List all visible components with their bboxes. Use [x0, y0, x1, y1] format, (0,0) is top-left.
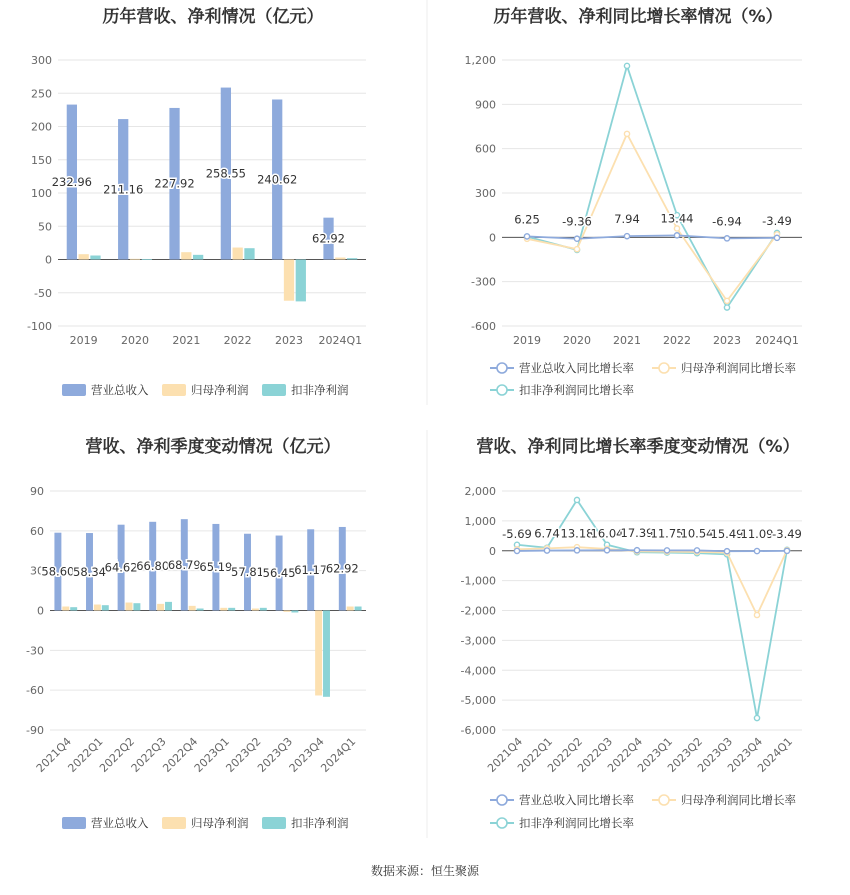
bar-deducted — [323, 611, 330, 697]
point-deducted-growth — [574, 497, 579, 502]
point-revenue-growth — [754, 548, 759, 553]
point-revenue-growth — [724, 236, 729, 241]
point-revenue-growth — [784, 548, 789, 553]
point-profit-growth — [754, 612, 759, 617]
x-tick-label: 2024Q1 — [755, 734, 796, 775]
x-tick-label: 2023Q3 — [255, 734, 296, 775]
data-label: 240.62 — [257, 172, 298, 187]
y-tick-label: -60 — [26, 684, 44, 698]
x-tick-label: 2024Q1 — [755, 334, 799, 347]
data-label: 13.44 — [660, 211, 694, 226]
x-tick-label: 2023Q3 — [695, 734, 736, 775]
x-tick-label: 2022Q1 — [65, 734, 106, 775]
x-tick-label: 2023Q1 — [191, 734, 232, 775]
y-tick-label: -300 — [471, 275, 496, 289]
data-label: -3.49 — [772, 526, 802, 541]
point-revenue-growth — [634, 548, 639, 553]
x-tick-label: 2024Q1 — [318, 734, 359, 775]
point-revenue-growth — [774, 235, 779, 240]
data-label: 6.25 — [514, 212, 540, 227]
y-tick-label: -2,000 — [460, 604, 496, 618]
x-tick-label: 2021 — [613, 334, 641, 347]
y-tick-label: 300 — [31, 54, 52, 67]
bar-profit — [284, 260, 294, 301]
point-profit-growth — [724, 298, 729, 303]
x-tick-label: 2023Q2 — [665, 734, 706, 775]
x-tick-label: 2019 — [69, 334, 98, 347]
point-deducted-growth — [754, 715, 759, 720]
point-revenue-growth — [544, 548, 549, 553]
data-label: 13.18 — [560, 526, 594, 541]
legend-label: 营业总收入 — [91, 816, 149, 830]
point-profit-growth — [674, 226, 679, 231]
y-tick-label: -90 — [26, 724, 44, 737]
data-label: 56.45 — [262, 566, 296, 581]
legend-label: 营业总收入 — [91, 383, 149, 397]
data-label: 58.34 — [73, 564, 106, 579]
quarterly-revenue-profit-chart — [26, 436, 366, 830]
y-tick-label: -1,000 — [460, 574, 496, 588]
data-label: 58.60 — [41, 564, 75, 579]
x-tick-label: 2023 — [713, 334, 741, 347]
legend-swatch — [262, 817, 286, 829]
data-label: 62.92 — [325, 561, 359, 576]
data-label: 62.92 — [312, 231, 345, 246]
bar-deducted — [133, 603, 140, 610]
y-tick-label: -5,000 — [460, 694, 496, 708]
legend-swatch-marker — [497, 795, 507, 805]
x-tick-label: 2022 — [663, 334, 691, 347]
y-tick-label: 600 — [475, 142, 496, 156]
y-tick-label: 150 — [31, 153, 52, 167]
legend-swatch — [62, 384, 86, 396]
y-tick-label: 0 — [489, 544, 496, 558]
bar-profit — [347, 607, 354, 611]
y-tick-label: 300 — [475, 187, 496, 200]
point-revenue-growth — [694, 548, 699, 553]
legend-label: 归母净利润同比增长率 — [681, 793, 796, 807]
x-tick-label: 2022 — [223, 334, 252, 347]
x-tick-label: 2022Q1 — [515, 734, 556, 775]
legend-swatch-marker — [659, 363, 669, 373]
chart-title: 营收、净利同比增长率季度变动情况（%） — [476, 437, 800, 457]
y-tick-label: -3,000 — [460, 634, 496, 648]
chart-title: 营收、净利季度变动情况（亿元） — [85, 437, 341, 457]
chart-title: 历年营收、净利情况（亿元） — [102, 7, 324, 27]
bar-profit — [335, 258, 345, 260]
legend-swatch-marker — [497, 363, 507, 373]
x-tick-label: 2021 — [172, 334, 201, 347]
bar-deducted — [70, 607, 77, 610]
point-revenue-growth — [624, 234, 629, 239]
bar-profit — [252, 609, 259, 611]
point-revenue-growth — [524, 234, 529, 239]
data-label: 57.81 — [231, 565, 264, 580]
y-tick-label: 1,200 — [464, 54, 496, 67]
y-tick-label: 50 — [38, 220, 52, 234]
x-tick-label: 2022Q4 — [160, 734, 201, 775]
y-tick-label: 60 — [30, 524, 44, 538]
bar-deducted — [193, 255, 203, 260]
legend-label: 归母净利润 — [191, 383, 249, 397]
data-label: 17.39 — [620, 526, 654, 541]
x-tick-label: 2024Q1 — [318, 334, 363, 347]
data-label: 15.49 — [710, 527, 744, 542]
x-tick-label: 2021Q4 — [33, 734, 74, 775]
point-deducted-growth — [724, 305, 729, 310]
bar-profit — [181, 252, 191, 259]
data-label: -5.69 — [502, 526, 532, 541]
data-label: 11.09 — [740, 527, 774, 542]
bar-profit — [62, 607, 69, 611]
data-label: 65.19 — [199, 560, 233, 575]
y-tick-label: 1,000 — [464, 514, 496, 528]
bar-deducted — [90, 256, 100, 260]
legend-swatch — [162, 817, 186, 829]
legend-swatch — [162, 384, 186, 396]
x-tick-label: 2022Q2 — [545, 734, 586, 775]
x-tick-label: 2022Q3 — [128, 734, 169, 775]
data-label: 61.17 — [294, 562, 328, 577]
quarterly-growth-rate-chart — [461, 436, 802, 830]
y-tick-label: 0 — [45, 253, 52, 267]
y-tick-label: -600 — [471, 320, 496, 333]
x-tick-label: 2021Q4 — [485, 734, 526, 775]
point-profit-growth — [624, 131, 629, 136]
bar-deducted — [347, 258, 357, 259]
line-deducted-growth — [527, 66, 777, 308]
data-source: 数据来源：恒生聚源 — [370, 864, 480, 878]
y-tick-label: 900 — [475, 98, 496, 112]
bar-profit — [157, 604, 164, 611]
y-tick-label: -30 — [26, 644, 44, 658]
y-tick-label: -4,000 — [460, 664, 496, 678]
legend-label: 扣非净利润同比增长率 — [519, 816, 634, 830]
bar-profit — [284, 611, 291, 612]
legend-label: 归母净利润 — [191, 816, 249, 830]
x-tick-label: 2022Q2 — [97, 734, 138, 775]
y-tick-label: 0 — [489, 231, 496, 245]
bar-profit — [220, 608, 227, 611]
bar-profit — [126, 603, 133, 611]
point-revenue-growth — [724, 549, 729, 554]
y-tick-label: -50 — [34, 286, 52, 300]
point-revenue-growth — [514, 548, 519, 553]
data-label: 11.75 — [650, 526, 684, 541]
data-label: 227.92 — [154, 176, 195, 191]
legend-label: 扣非净利润 — [291, 383, 349, 397]
x-tick-label: 2022Q4 — [605, 734, 646, 775]
y-tick-label: 2,000 — [464, 485, 496, 498]
data-label: 6.74 — [534, 526, 560, 541]
x-tick-label: 2023Q4 — [725, 734, 766, 775]
data-label: 66.80 — [136, 559, 170, 574]
x-tick-label: 2023Q1 — [635, 734, 676, 775]
point-profit-growth — [574, 247, 579, 252]
bar-deducted — [142, 259, 152, 260]
legend-swatch-marker — [497, 818, 507, 828]
bar-profit — [189, 606, 196, 611]
data-label: 68.79 — [167, 557, 201, 572]
legend-swatch — [262, 384, 286, 396]
data-label: 64.62 — [104, 560, 138, 575]
y-tick-label: 30 — [30, 564, 44, 578]
legend-label: 归母净利润同比增长率 — [681, 361, 796, 375]
y-tick-label: 250 — [31, 87, 52, 101]
y-tick-label: 100 — [31, 187, 52, 200]
x-tick-label: 2020 — [563, 334, 591, 347]
line-revenue-growth — [517, 550, 787, 551]
x-tick-label: 2023 — [275, 334, 303, 347]
bar-profit — [94, 605, 101, 611]
legend-label: 扣非净利润同比增长率 — [519, 383, 634, 397]
bar-deducted — [197, 609, 204, 611]
bar-profit — [130, 259, 140, 260]
data-label: -6.94 — [712, 214, 742, 229]
y-tick-label: 0 — [37, 604, 44, 618]
data-label: 232.96 — [51, 175, 92, 190]
data-label: 211.16 — [103, 182, 144, 197]
chart-title: 历年营收、净利同比增长率情况（%） — [493, 7, 783, 27]
legend-label: 营业总收入同比增长率 — [519, 793, 634, 807]
x-tick-label: 2022Q3 — [575, 734, 616, 775]
bar-deducted — [355, 607, 362, 611]
y-tick-label: 90 — [30, 485, 44, 498]
bar-deducted — [296, 260, 306, 302]
data-label: -3.49 — [762, 213, 792, 228]
y-tick-label: -100 — [27, 320, 52, 333]
legend-label: 营业总收入同比增长率 — [519, 361, 634, 375]
bar-deducted — [244, 248, 254, 259]
point-revenue-growth — [574, 548, 579, 553]
data-label: -9.36 — [562, 214, 592, 229]
bar-profit — [315, 611, 322, 696]
point-deducted-growth — [624, 63, 629, 68]
x-tick-label: 2020 — [121, 334, 149, 347]
legend-swatch — [62, 817, 86, 829]
x-tick-label: 2023Q2 — [223, 734, 264, 775]
data-label: 10.54 — [680, 526, 714, 541]
legend-swatch-marker — [659, 795, 669, 805]
data-label: 7.94 — [614, 212, 640, 227]
annual-revenue-profit-chart — [27, 6, 366, 397]
bar-deducted — [165, 602, 172, 611]
data-label: 16.04 — [590, 526, 624, 541]
y-tick-label: -6,000 — [460, 724, 496, 737]
bar-deducted — [228, 608, 235, 611]
data-label: 258.55 — [205, 166, 246, 181]
point-revenue-growth — [574, 236, 579, 241]
x-tick-label: 2019 — [513, 334, 541, 347]
bar-deducted — [102, 605, 109, 610]
point-revenue-growth — [664, 548, 669, 553]
bar-deducted — [291, 611, 298, 613]
y-tick-label: 200 — [31, 120, 52, 134]
point-revenue-growth — [604, 548, 609, 553]
legend-label: 扣非净利润 — [291, 816, 349, 830]
bar-profit — [233, 248, 243, 260]
annual-growth-rate-chart — [465, 6, 803, 397]
bar-profit — [79, 254, 89, 259]
legend-swatch-marker — [497, 385, 507, 395]
point-revenue-growth — [674, 233, 679, 238]
bar-deducted — [260, 608, 267, 611]
x-tick-label: 2023Q4 — [286, 734, 327, 775]
